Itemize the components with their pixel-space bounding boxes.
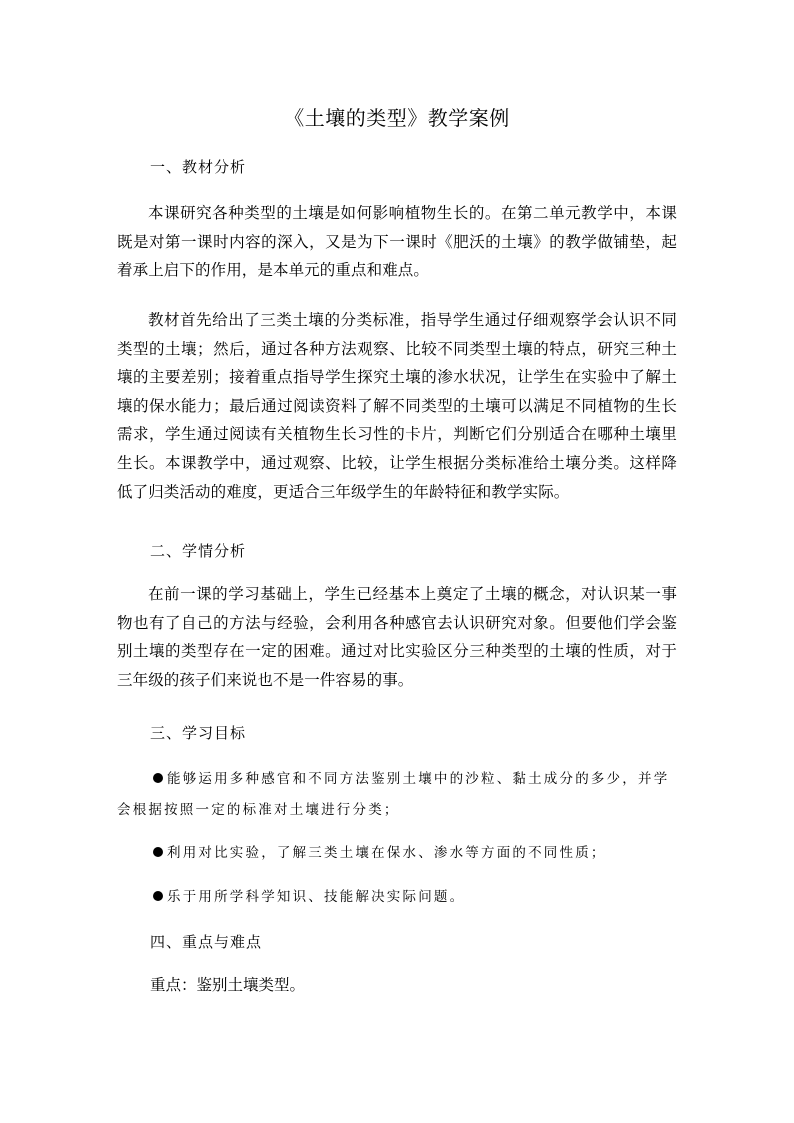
objective-text-line: 利用对比实验，了解三类土壤在保水、渗水等方面的不同性质； xyxy=(167,845,607,861)
bullet-dot-icon xyxy=(153,847,163,857)
paragraph-textbook-analysis-2: 教材首先给出了三类土壤的分类标准，指导学生通过仔细观察学会认识不同类型的土壤；然后，通过各种方法观察、比较不同类型土壤的特点，研究三种土壤的主要差别；接着重点指导学生探究土壤的渗水状况，让学生在实验中了解土壤的保水能力；最后通过阅读资料了解不同类型的土壤可以满足不同植物的生长需求，学生通过阅读有关植物生长习性的卡片，判断它们分别适合在哪种土壤里生长。本课教学中，通过观察、比较，让学生根据分类标准给土壤分类。这样降低了归类活动的难度，更适合三年级学生的年龄特征和教学实际。 xyxy=(117,311,677,501)
objective-item xyxy=(153,838,679,868)
bullet-dot-icon xyxy=(153,891,163,901)
objective-item-continuation: 会根据按照一定的标准对土壤进行分类； xyxy=(117,802,400,818)
bullet-dot-icon xyxy=(153,773,163,783)
objective-text-line: 能够运用多种感官和不同方法鉴别土壤中的沙粒、黏土成分的多少，并学 xyxy=(167,771,670,787)
paragraph-learner-analysis: 在前一课的学习基础上，学生已经基本上奠定了土壤的概念，对认识某一事物也有了自己的方法与经验，会利用各种感官去认识研究对象。但要他们学会鉴别土壤的类型存在一定的困难。通过对比实验区分三种类型的土壤的性质，对于三年级的孩子们来说也不是一件容易的事。 xyxy=(117,585,677,689)
section-heading-learning-objectives: 三、学习目标 xyxy=(150,724,247,742)
objective-text-line: 乐于用所学科学知识、技能解决实际问题。 xyxy=(167,889,466,905)
section-heading-learner-analysis: 二、学情分析 xyxy=(150,542,247,560)
paragraph-textbook-analysis-1: 本课研究各种类型的土壤是如何影响植物生长的。在第二单元教学中，本课既是对第一课时内容的深入，又是为下一课时《肥沃的土壤》的教学做铺垫，起着承上启下的作用，是本单元的重点和难点。 xyxy=(117,204,677,280)
key-point-line: 重点：鉴别土壤类型。 xyxy=(150,976,306,994)
document-title: 《土壤的类型》教学案例 xyxy=(284,106,510,130)
section-heading-key-points: 四、重点与难点 xyxy=(150,933,263,951)
objective-item xyxy=(153,882,679,912)
section-heading-textbook-analysis: 一、教材分析 xyxy=(150,158,247,176)
objective-item xyxy=(153,764,679,794)
